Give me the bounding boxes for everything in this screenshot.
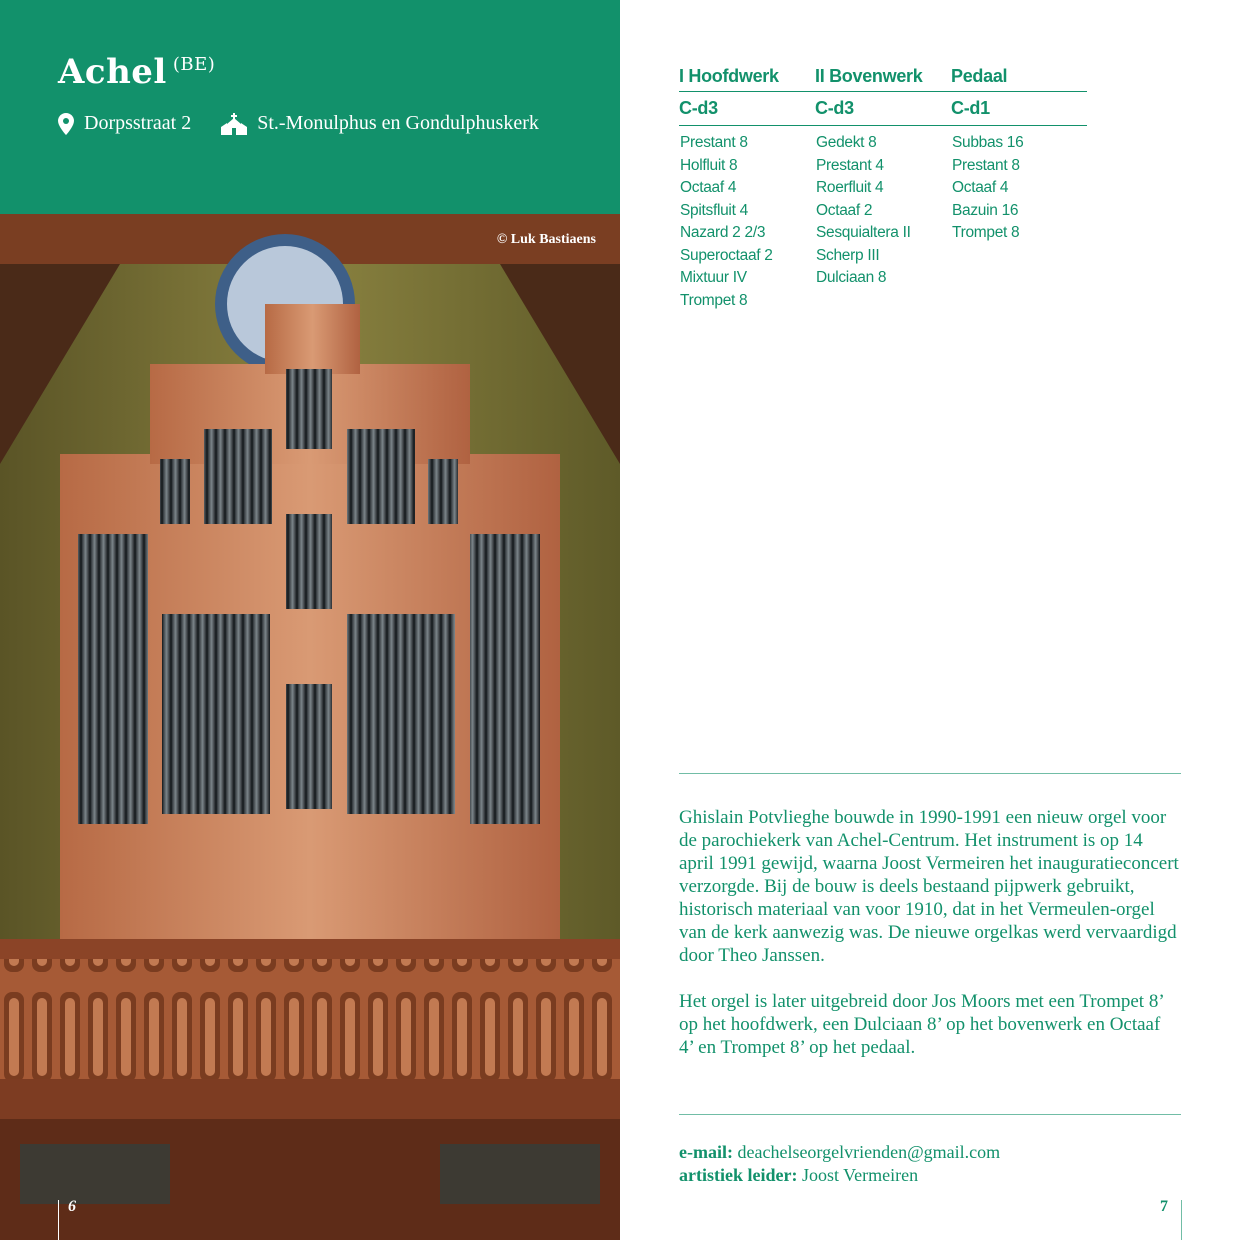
compass-range: C-d3: [815, 92, 951, 126]
stop: Subbas 16: [952, 134, 1024, 151]
page-number-left: 6: [68, 1198, 76, 1215]
email-label: e-mail:: [679, 1142, 733, 1162]
stop: Prestant 8: [680, 134, 748, 151]
leader-label: artistiek leider:: [679, 1165, 798, 1185]
stop: Superoctaaf 2: [680, 246, 773, 264]
stop: Prestant 8: [952, 156, 1020, 174]
address-line: [58, 112, 539, 135]
stoplist-table: [679, 64, 1087, 313]
stop: Trompet 8: [952, 224, 1020, 241]
country-code: (BE): [172, 54, 216, 75]
compass-range: C-d1: [951, 92, 1087, 126]
church-name: St.-Monulphus en Gondulphuskerk: [257, 112, 539, 134]
stop: Spitsfluit 4: [680, 201, 748, 219]
divider: [679, 1114, 1181, 1115]
stop: Sesquialtera II: [816, 224, 911, 241]
stop: Nazard 2 2/3: [680, 224, 766, 241]
stop: Bazuin 16: [952, 201, 1019, 219]
stop: Mixtuur IV: [680, 269, 747, 286]
division-name: I Hoofdwerk: [679, 64, 815, 92]
page-divider-right: [1181, 1200, 1182, 1240]
contact-info: [679, 1141, 1000, 1187]
page-title: [58, 52, 215, 92]
church-icon: [221, 113, 247, 135]
stoplist: [679, 64, 1087, 313]
organ-photo: [0, 214, 620, 1240]
description-paragraph: Het orgel is later uitgebreid door Jos Moors met een Trompet 8’ op het hoofdwerk, een Dulciaan 8’ op het bovenwerk en Octaaf 4’ en Trompet 8’ op het pedaal.: [679, 991, 1164, 1058]
stop: Dulciaan 8: [816, 269, 887, 286]
email-line: [679, 1141, 1000, 1164]
stop-column-pedaal: [951, 126, 1087, 314]
street-address: Dorpsstraat 2: [84, 112, 192, 134]
stop: Trompet 8: [680, 291, 748, 309]
stop-column-bovenwerk: [815, 126, 951, 314]
location-header: [0, 0, 620, 214]
stop: Octaaf 2: [816, 201, 873, 219]
leader-line: [679, 1164, 1000, 1187]
compass-range: C-d3: [679, 92, 815, 126]
stop: Octaaf 4: [952, 179, 1009, 196]
description: [679, 806, 1179, 1082]
divider: [679, 773, 1181, 774]
stop: Octaaf 4: [680, 179, 737, 196]
stop: Roerfluit 4: [816, 179, 884, 196]
page-number-right: 7: [1160, 1198, 1168, 1215]
town-name: Achel: [58, 52, 167, 92]
leader-name: Joost Vermeiren: [801, 1165, 919, 1185]
description-paragraph: Ghislain Potvlieghe bouwde in 1990-1991 een nieuw orgel voor de parochiekerk van Achel-Centrum. Het instrument is op 14 april 1991 gewijd, waarna Joost Vermeiren het inauguratieconcert verzorgde. Bij de bouw is deels bestaand pijpwerk gebruikt, historisch materiaal van voor 1910, dat in het Vermeulen-orgel van de kerk aanwezig was. De nieuwe orgelkas werd vervaardigd door Theo Janssen.: [679, 807, 1179, 966]
stop-column-hoofdwerk: [679, 126, 815, 314]
stop: Prestant 4: [816, 156, 884, 174]
stop: Gedekt 8: [816, 134, 877, 151]
email-address[interactable]: deachelseorgelvrienden@gmail.com: [737, 1142, 1001, 1162]
map-pin-icon: [58, 113, 74, 135]
photo-credit: © Luk Bastiaens: [496, 232, 596, 247]
page-divider-left: [58, 1200, 59, 1240]
division-name: Pedaal: [951, 64, 1087, 92]
stop: Holfluit 8: [680, 156, 738, 174]
stop: Scherp III: [816, 246, 880, 264]
division-name: II Bovenwerk: [815, 64, 951, 92]
